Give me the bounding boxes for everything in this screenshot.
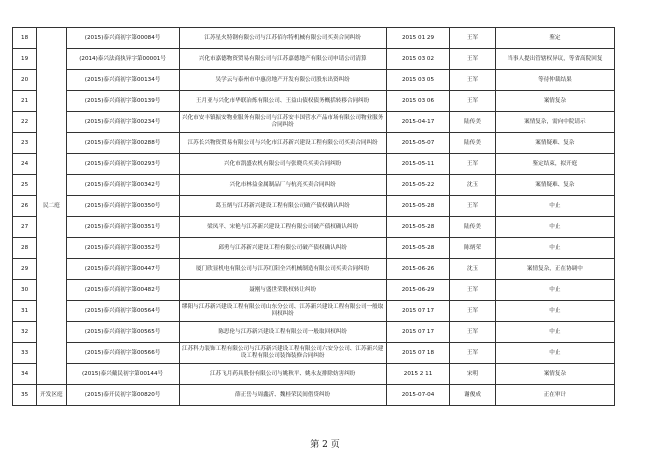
judge-cell: 王军	[450, 196, 495, 217]
table-row	[13, 70, 615, 91]
filing-date-cell: 2015 03 06	[386, 91, 450, 112]
judge-cell: 王军	[450, 343, 495, 364]
row-number-cell: 20	[13, 70, 37, 91]
court-cell: 民二庭	[37, 28, 66, 385]
case-cause-cell: 王月亚与兴化市华联冶炼有限公司、王益山债权债务概括转移合同纠纷	[179, 91, 386, 112]
row-number-cell: 26	[13, 196, 37, 217]
case-cause-cell: 江苏科力装饰工程有限公司与江苏新兴建设工程有限公司六安分公司、江苏新兴建设工程有限公司装饰装修合同纠纷	[179, 343, 386, 364]
judge-cell: 宋明	[450, 364, 495, 385]
row-number-cell: 22	[13, 112, 37, 133]
case-cause-cell: 吴学云与泰州市中惠房地产开发有限公司股东出资纠纷	[179, 70, 386, 91]
status-cell: 中止	[495, 238, 614, 259]
filing-date-cell: 2015-06-26	[386, 259, 450, 280]
case-cause-cell: 梁凤平、宋艳与江苏新兴建设工程有限公司破产债权确认纠纷	[179, 217, 386, 238]
filing-date-cell: 2015-05-28	[386, 238, 450, 259]
filing-date-cell: 2015-05-28	[386, 196, 450, 217]
judge-cell: 王军	[450, 322, 495, 343]
table-row	[13, 112, 615, 133]
table-row	[13, 343, 615, 364]
filing-date-cell: 2015-04-17	[386, 112, 450, 133]
table-row	[13, 91, 615, 112]
row-number-cell: 21	[13, 91, 37, 112]
filing-date-cell: 2015 07 18	[386, 343, 450, 364]
status-cell: 案情复杂	[495, 91, 614, 112]
case-number-cell: (2015)泰兴商初字第00350号	[66, 196, 179, 217]
status-cell: 当事人提出管辖权异议，等省高院回复	[495, 49, 614, 70]
status-cell: 正在审计	[495, 385, 614, 406]
status-cell: 案情复杂	[495, 364, 614, 385]
table-row	[13, 322, 615, 343]
table-row	[13, 175, 615, 196]
filing-date-cell: 2015 2 11	[386, 364, 450, 385]
case-cause-cell: 聂刚与盛世荣股权转让纠纷	[179, 280, 386, 301]
case-table	[12, 27, 615, 406]
row-number-cell: 32	[13, 322, 37, 343]
row-number-cell: 31	[13, 301, 37, 322]
row-number-cell: 25	[13, 175, 37, 196]
row-number-cell: 19	[13, 49, 37, 70]
judge-cell: 王军	[450, 49, 495, 70]
filing-date-cell: 2015-06-29	[386, 280, 450, 301]
status-cell: 中止	[495, 322, 614, 343]
case-cause-cell: 厦门欣显机电有限公司与江苏红阳全兴机械制造有限公司买卖合同纠纷	[179, 259, 386, 280]
case-cause-cell: 葛玉炳与江苏新兴建设工程有限公司破产债权确认纠纷	[179, 196, 386, 217]
table-row	[13, 217, 615, 238]
table-row	[13, 28, 615, 49]
judge-cell: 沈玉	[450, 175, 495, 196]
case-number-cell: (2015)泰开民初字第00820号	[66, 385, 179, 406]
case-number-cell: (2015)泰兴商初字第00134号	[66, 70, 179, 91]
case-cause-cell: 兴化市林益金属制品厂与杭亮买卖合同纠纷	[179, 175, 386, 196]
row-number-cell: 34	[13, 364, 37, 385]
status-cell: 中止	[495, 217, 614, 238]
row-number-cell: 29	[13, 259, 37, 280]
status-cell: 中止	[495, 343, 614, 364]
case-number-cell: (2015)泰兴商初字第00293号	[66, 154, 179, 175]
row-number-cell: 33	[13, 343, 37, 364]
table-row	[13, 154, 615, 175]
filing-date-cell: 2015-05-22	[386, 175, 450, 196]
status-cell: 案情复杂，正在协调中	[495, 259, 614, 280]
filing-date-cell: 2015 07 17	[386, 322, 450, 343]
case-number-cell: (2015)泰兴商初字第00566号	[66, 343, 179, 364]
judge-cell: 陆传美	[450, 112, 495, 133]
table-row	[13, 385, 615, 406]
judge-cell: 王军	[450, 91, 495, 112]
table-row	[13, 259, 615, 280]
table-row	[13, 280, 615, 301]
case-number-cell: (2015)泰兴商初字第00565号	[66, 322, 179, 343]
status-cell: 中止	[495, 196, 614, 217]
case-number-cell: (2015)泰兴商初字第00352号	[66, 238, 179, 259]
case-cause-cell: 江苏长兴物资贸易有限公司与兴化市江苏新兴建设工程有限公司买卖合同纠纷	[179, 133, 386, 154]
case-cause-cell: 陈思伦与江苏新兴建设工程有限公司一般取回权纠纷	[179, 322, 386, 343]
judge-cell: 王军	[450, 28, 495, 49]
filing-date-cell: 2015 03 05	[386, 70, 450, 91]
judge-cell: 王军	[450, 280, 495, 301]
judge-cell: 王军	[450, 301, 495, 322]
row-number-cell: 24	[13, 154, 37, 175]
case-cause-cell: 兴化市嘉德物资贸易有限公司与江苏嘉德地产有限公司申请公司清算	[179, 49, 386, 70]
case-cause-cell: 江苏星火特钢有限公司与江苏佰尔特机械有限公司买卖合同纠纷	[179, 28, 386, 49]
row-number-cell: 35	[13, 385, 37, 406]
status-cell: 案情疑难、复杂	[495, 133, 614, 154]
case-cause-cell: 兴化市凯盛农机有限公司与张晓兵买卖合同纠纷	[179, 154, 386, 175]
row-number-cell: 28	[13, 238, 37, 259]
filing-date-cell: 2015-07-04	[386, 385, 450, 406]
filing-date-cell: 2015 03 02	[386, 49, 450, 70]
case-number-cell: (2015)泰兴商初字第00234号	[66, 112, 179, 133]
table-row	[13, 364, 615, 385]
filing-date-cell: 2015 07 17	[386, 301, 450, 322]
case-number-cell: (2015)泰兴商初字第00564号	[66, 301, 179, 322]
row-number-cell: 23	[13, 133, 37, 154]
case-number-cell: (2015)泰兴商初字第00084号	[66, 28, 179, 49]
case-number-cell: (2015)泰兴商初字第00447号	[66, 259, 179, 280]
judge-cell: 陆传美	[450, 217, 495, 238]
case-table-body	[13, 28, 615, 406]
case-number-cell: (2015)泰兴商初字第00351号	[66, 217, 179, 238]
case-number-cell: (2014)泰兴法商执异字第00001号	[66, 49, 179, 70]
judge-cell: 沈玉	[450, 259, 495, 280]
table-row	[13, 49, 615, 70]
table-row	[13, 301, 615, 322]
judge-cell: 王军	[450, 70, 495, 91]
filing-date-cell: 2015-05-07	[386, 133, 450, 154]
status-cell: 案情复杂，需向中院请示	[495, 112, 614, 133]
case-number-cell: (2015)泰兴商初字第00482号	[66, 280, 179, 301]
status-cell: 等待仲裁结果	[495, 70, 614, 91]
court-cell: 开发区庭	[37, 385, 66, 406]
judge-cell: 陆传美	[450, 133, 495, 154]
filing-date-cell: 2015-05-11	[386, 154, 450, 175]
case-number-cell: (2015)泰兴商初字第00288号	[66, 133, 179, 154]
case-cause-cell: 薛正岳与周鑫沂、魏桂荣民间借贷纠纷	[179, 385, 386, 406]
filing-date-cell: 2015-05-28	[386, 217, 450, 238]
case-number-cell: (2015)泰兴商初字第00139号	[66, 91, 179, 112]
status-cell: 案情疑难、复杂	[495, 175, 614, 196]
status-cell: 中止	[495, 301, 614, 322]
filing-date-cell: 2015 01 29	[386, 28, 450, 49]
status-cell: 中止	[495, 280, 614, 301]
table-row	[13, 238, 615, 259]
case-cause-cell: 缪阳与江苏新兴建设工程有限公司山东分公司、江苏新兴建设工程有限公司一般取回权纠纷	[179, 301, 386, 322]
page-number: 第 2 页	[310, 440, 340, 450]
table-row	[13, 133, 615, 154]
status-cell: 鉴定结束，拟开庭	[495, 154, 614, 175]
row-number-cell: 27	[13, 217, 37, 238]
case-cause-cell: 兴化市安丰镇振安物业服务有限公司与江苏安丰国营水产品市场有限公司物业服务合同纠纷	[179, 112, 386, 133]
judge-cell: 陈炳荣	[450, 238, 495, 259]
case-number-cell: (2015)泰兴戴民初字第00144号	[66, 364, 179, 385]
case-cause-cell: 邱勇与江苏新兴建设工程有限公司破产债权确认纠纷	[179, 238, 386, 259]
status-cell: 鉴定	[495, 28, 614, 49]
row-number-cell: 30	[13, 280, 37, 301]
judge-cell: 谢俊成	[450, 385, 495, 406]
case-number-cell: (2015)泰兴商初字第00342号	[66, 175, 179, 196]
row-number-cell: 18	[13, 28, 37, 49]
case-cause-cell: 江苏飞月药具股份有限公司与姚秋平、姚永友排除妨害纠纷	[179, 364, 386, 385]
table-row	[13, 196, 615, 217]
judge-cell: 王军	[450, 154, 495, 175]
